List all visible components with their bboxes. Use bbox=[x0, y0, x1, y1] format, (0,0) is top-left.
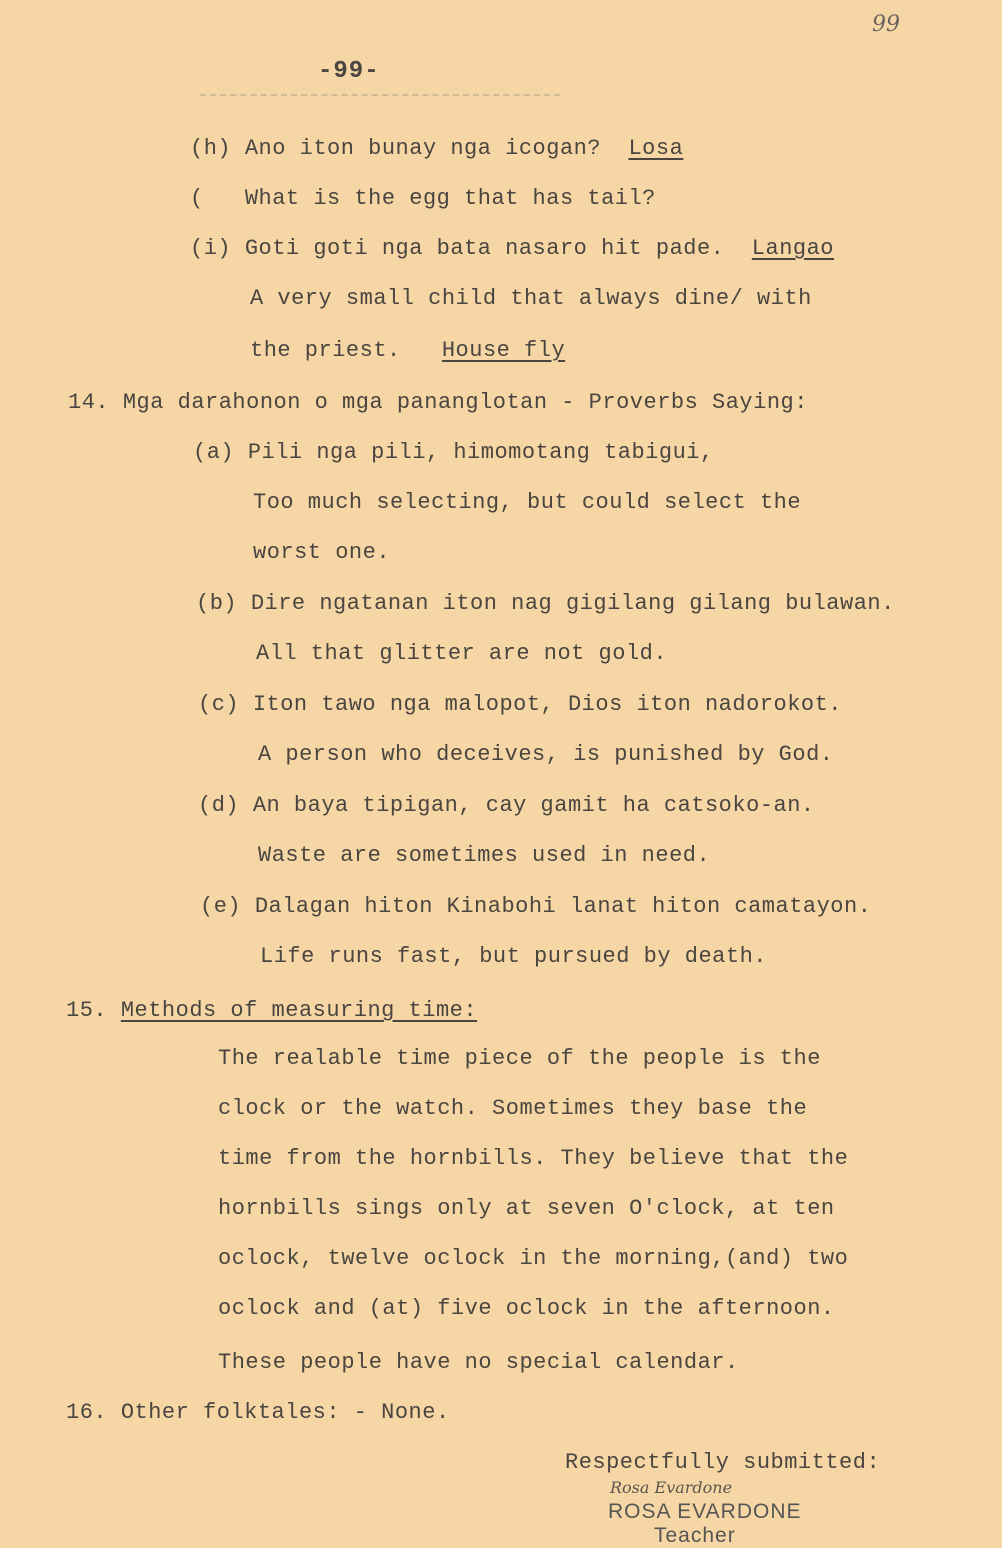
riddle-h-translation bbox=[190, 186, 656, 212]
riddle-h-english: What is the egg that has tail? bbox=[244, 186, 656, 211]
proverb-e-eng: Life runs fast, but pursued by death. bbox=[260, 944, 767, 969]
proverb-e-text: Dalagan hiton Kinabohi lanat hiton camatayon. bbox=[254, 894, 872, 919]
section-15-line-5: oclock, twelve oclock in the morning,(and) two bbox=[218, 1246, 849, 1271]
proverb-b-marker: (b) bbox=[196, 591, 238, 616]
proverb-a-eng-2: worst one. bbox=[253, 540, 391, 565]
proverb-c-marker: (c) bbox=[198, 692, 240, 717]
proverb-d-text: An baya tipigan, cay gamit ha catsoko-an. bbox=[252, 793, 815, 818]
proverb-c-text: Iton tawo nga malopot, Dios iton nadorokot. bbox=[252, 692, 843, 717]
proverb-a bbox=[193, 440, 714, 466]
section-15-line-4: hornbills sings only at seven O'clock, at ten bbox=[218, 1196, 835, 1221]
handwritten-signature: Rosa Evardone bbox=[610, 1478, 733, 1497]
proverb-b bbox=[196, 591, 895, 617]
closing-salutation: Respectfully submitted: bbox=[565, 1450, 881, 1475]
proverb-e-marker: (e) bbox=[200, 894, 242, 919]
proverb-d bbox=[198, 793, 815, 819]
riddle-i-marker: (i) bbox=[190, 236, 232, 261]
riddle-i-text: Goti goti nga bata nasaro hit pade. bbox=[244, 236, 725, 261]
section-14-heading bbox=[68, 390, 808, 416]
riddle-i-english-2-line bbox=[250, 338, 565, 364]
author-name: ROSA EVARDONE bbox=[608, 1500, 802, 1523]
proverb-b-text: Dire ngatanan iton nag gigilang gilang bulawan. bbox=[250, 591, 895, 616]
riddle-i-answer: Langao bbox=[751, 236, 835, 261]
proverb-b-eng: All that glitter are not gold. bbox=[256, 641, 668, 666]
section-15-line-3: time from the hornbills. They believe that the bbox=[218, 1146, 849, 1171]
proverb-a-marker: (a) bbox=[193, 440, 235, 465]
proverb-d-eng: Waste are sometimes used in need. bbox=[258, 843, 711, 868]
section-14-number: 14. bbox=[68, 390, 110, 415]
page-number: -99- bbox=[318, 58, 380, 85]
section-15-line-7: These people have no special calendar. bbox=[218, 1350, 739, 1375]
proverb-d-marker: (d) bbox=[198, 793, 240, 818]
riddle-i-english-1: A very small child that always dine/ with bbox=[250, 286, 812, 311]
section-14-title: Mga darahonon o mga pananglotan - Proverbs Saying: bbox=[122, 390, 808, 415]
section-15-line-1: The realable time piece of the people is the bbox=[218, 1046, 821, 1071]
proverb-a-eng-1: Too much selecting, but could select the bbox=[253, 490, 802, 515]
proverb-c-eng: A person who deceives, is punished by God. bbox=[258, 742, 834, 767]
author-role: Teacher bbox=[654, 1524, 736, 1547]
proverb-e bbox=[200, 894, 871, 920]
riddle-i-english-answer: House fly bbox=[441, 338, 566, 363]
section-16-number: 16. bbox=[66, 1400, 108, 1425]
proverb-c bbox=[198, 692, 842, 718]
section-16-text: Other folktales: - None. bbox=[120, 1400, 450, 1425]
riddle-h-marker: (h) bbox=[190, 136, 232, 161]
riddle-h-text: Ano iton bunay nga icogan? bbox=[244, 136, 602, 161]
section-15-line-2: clock or the watch. Sometimes they base the bbox=[218, 1096, 808, 1121]
section-15-number: 15. bbox=[66, 998, 108, 1023]
riddle-h-answer: Losa bbox=[628, 136, 684, 161]
section-15-heading bbox=[66, 998, 477, 1024]
section-15-title: Methods of measuring time: bbox=[120, 998, 478, 1023]
riddle-h bbox=[190, 136, 683, 162]
riddle-i bbox=[190, 236, 834, 262]
header-rule bbox=[200, 94, 560, 96]
section-16 bbox=[66, 1400, 450, 1426]
proverb-a-text: Pili nga pili, himomotang tabigui, bbox=[247, 440, 714, 465]
riddle-h-paren: ( bbox=[190, 186, 204, 211]
corner-page-mark: 99 bbox=[872, 12, 900, 37]
section-15-line-6: oclock and (at) five oclock in the afternoon. bbox=[218, 1296, 835, 1321]
riddle-i-english-2: the priest. bbox=[250, 338, 401, 363]
